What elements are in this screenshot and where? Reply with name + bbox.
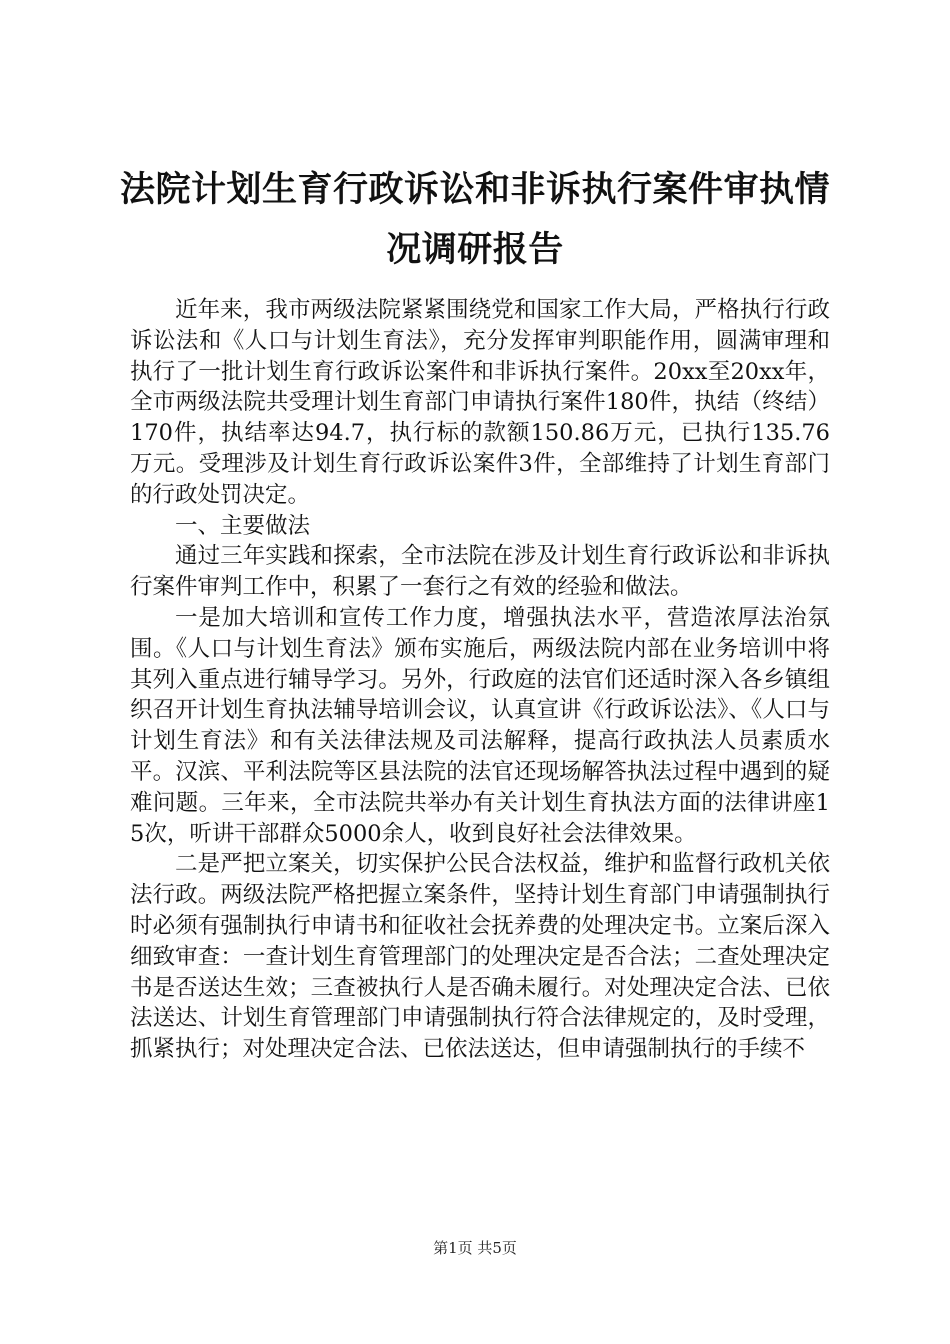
document-title — [110, 160, 840, 280]
title-line-1: 法院计划生育行政诉讼和非诉执行案件审执情 — [119, 169, 830, 210]
section-heading: 一、主要做法 — [175, 512, 311, 539]
paragraph-intro: 近年来，我市两级法院紧紧围绕党和国家工作大局，严格执行行政诉讼法和《人口与计划生育法》，充分发挥审判职能作用，圆满审理和执行了一批计划生育行政诉讼案件和非诉执行案件。20xx至20xx年，全市两级法院共受理计划生育部门申请执行案件180件，执结（终结）170件，执结率达94.7，执行标的款额150.86万元，已执行135.76万元。受理涉及计划生育行政诉讼案件3件，全部维持了计划生育部门的行政处罚决定。 — [130, 297, 830, 508]
page-footer: 第1页 共5页 — [433, 1239, 517, 1257]
document-body — [130, 295, 830, 1065]
title-line-2: 况调研报告 — [386, 229, 564, 270]
paragraph-summary: 通过三年实践和探索，全市法院在涉及计划生育行政诉讼和非诉执行案件审判工作中，积累了一套行之有效的经验和做法。 — [130, 543, 830, 601]
paragraph-filing: 二是严把立案关，切实保护公民合法权益，维护和监督行政机关依法行政。两级法院严格把握立案条件，坚持计划生育部门申请强制执行时必须有强制执行申请书和征收社会抚养费的处理决定书。立案后深入细致审查：一查计划生育管理部门的处理决定是否合法；二查处理决定书是否送达生效；三查被执行人是否确未履行。对处理决定合法、已依法送达、计划生育管理部门申请强制执行符合法律规定的，及时受理，抓紧执行；对处理决定合法、已依法送达，但申请强制执行的手续不 — [130, 851, 830, 1063]
paragraph-training: 一是加大培训和宣传工作力度，增强执法水平，营造浓厚法治氛围。《人口与计划生育法》颁布实施后，两级法院内部在业务培训中将其列入重点进行辅导学习。另外，行政庭的法官们还适时深入各乡镇组织召开计划生育执法辅导培训会议，认真宣讲《行政诉讼法》、《人口与计划生育法》和有关法律法规及司法解释，提高行政执法人员素质水平。汉滨、平利法院等区县法院的法官还现场解答执法过程中遇到的疑难问题。三年来，全市法院共举办有关计划生育执法方面的法律讲座15次，听讲干部群众5000余人，收到良好社会法律效果。 — [130, 604, 830, 847]
